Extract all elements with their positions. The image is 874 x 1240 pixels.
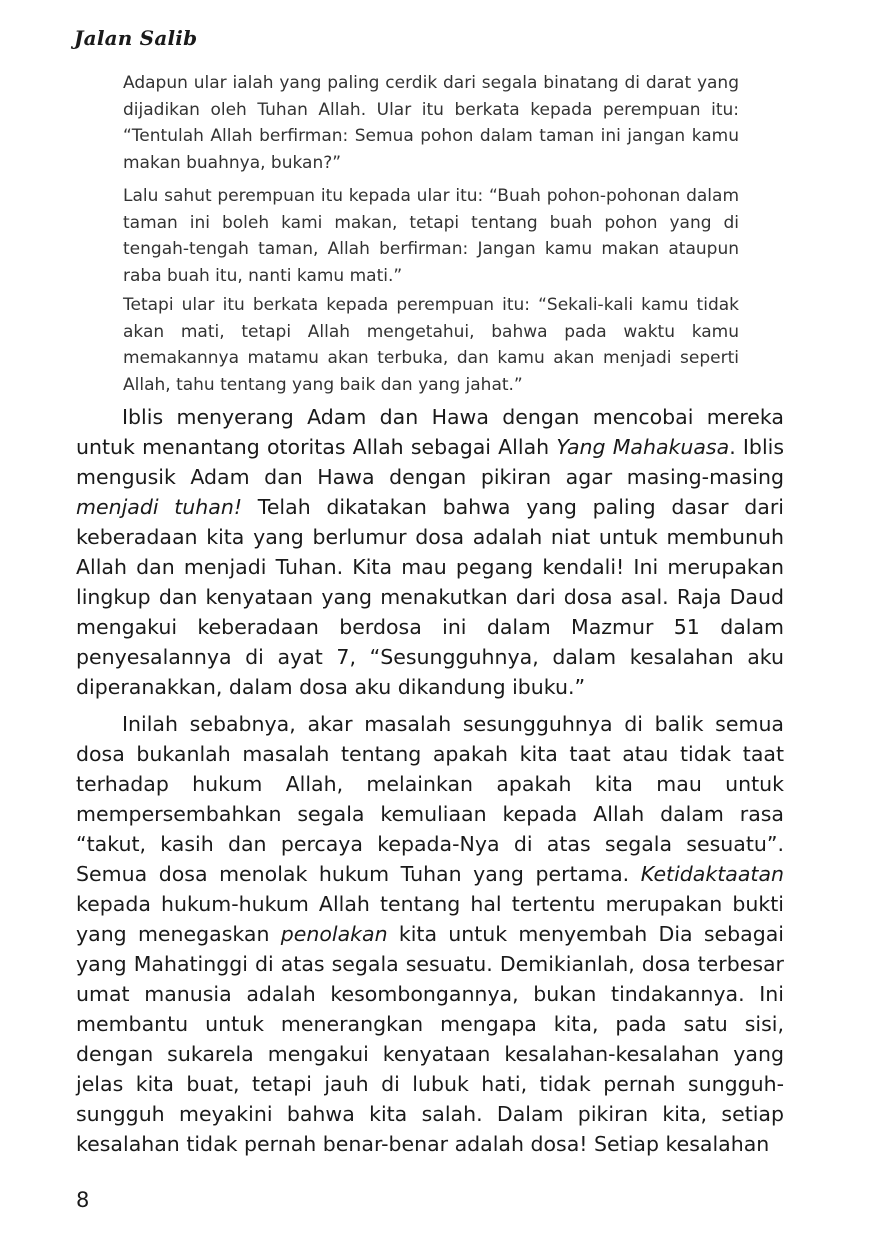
scripture-quote-2: Lalu sahut perempuan itu kepada ular itu: “Buah pohon-pohonan dalam taman ini boleh kami makan, tetapi tentang buah pohon yang di tengah-tengah taman, Allah berfirman: Jangan kamu makan ataupun raba buah itu, nanti kamu mati.” — [123, 186, 739, 286]
emphasis: penolakan — [280, 922, 388, 946]
running-title: Jalan Salib — [74, 26, 198, 50]
scripture-quote-1: Adapun ular ialah yang paling cerdik dari segala binatang di darat yang dijadikan oleh Tuhan Allah. Ular itu berkata kepada perempuan itu: “Tentulah Allah berfirman: Semua pohon dalam taman ini jangan kamu makan buahnya, bukan?” — [123, 73, 739, 173]
page-number: 8 — [76, 1188, 90, 1212]
scripture-quote-3: Tetapi ular itu berkata kepada perempuan itu: “Sekali-kali kamu tidak akan mati, tetapi Allah mengetahui, bahwa pada waktu kamu memakannya matamu akan terbuka, dan kamu akan menjadi seperti Allah, tahu tentang yang baik dan yang jahat.” — [123, 295, 739, 395]
body-paragraph-1: Iblis menyerang Adam dan Hawa dengan mencobai mereka untuk menantang otoritas Allah sebagai Allah Yang Mahakuasa. Iblis mengusik Adam dan Hawa dengan pikiran agar masing-masing menjadi tuhan! Telah dikatakan bahwa yang paling dasar dari keberadaan kita yang berlumur dosa adalah niat untuk membunuh Allah dan menjadi Tuhan. Kita mau pegang kendali! Ini merupakan lingkup dan kenyataan yang menakutkan dari dosa asal. Raja Daud mengakui keberadaan berdosa ini dalam Mazmur 51 dalam penyesalannya di ayat 7, “Sesungguhnya, dalam kesalahan aku diperanakkan, dalam dosa aku dikandung ibuku.” — [76, 405, 785, 699]
emphasis: menjadi tuhan! — [76, 495, 243, 519]
emphasis: Ketidaktaatan — [640, 862, 784, 886]
emphasis: Yang Mahakuasa — [556, 435, 730, 459]
body-paragraph-2: Inilah sebabnya, akar masalah sesungguhnya di balik semua dosa bukanlah masalah tentang apakah kita taat atau tidak taat terhadap hukum Allah, melainkan apakah kita mau untuk mempersembahkan segala kemuliaan kepada Allah dalam rasa “takut, kasih dan percaya kepada-Nya di atas segala sesuatu”. Semua dosa menolak hukum Tuhan yang pertama. Ketidaktaatan kepada hukum-hukum Allah tentang hal tertentu merupakan bukti yang menegaskan penolakan kita untuk menyembah Dia sebagai yang Mahatinggi di atas segala sesuatu. Demikianlah, dosa terbesar umat manusia adalah kesombongannya, bukan tindakannya. Ini membantu untuk menerangkan mengapa kita, pada satu sisi, dengan sukarela mengakui kenyataan kesalahan-kesalahan yang jelas kita buat, tetapi jauh di lubuk hati, tidak pernah sungguh-sungguh meyakini bahwa kita salah. Dalam pikiran kita, setiap kesalahan tidak pernah benar-benar adalah dosa! Setiap kesalahan — [76, 712, 784, 1156]
